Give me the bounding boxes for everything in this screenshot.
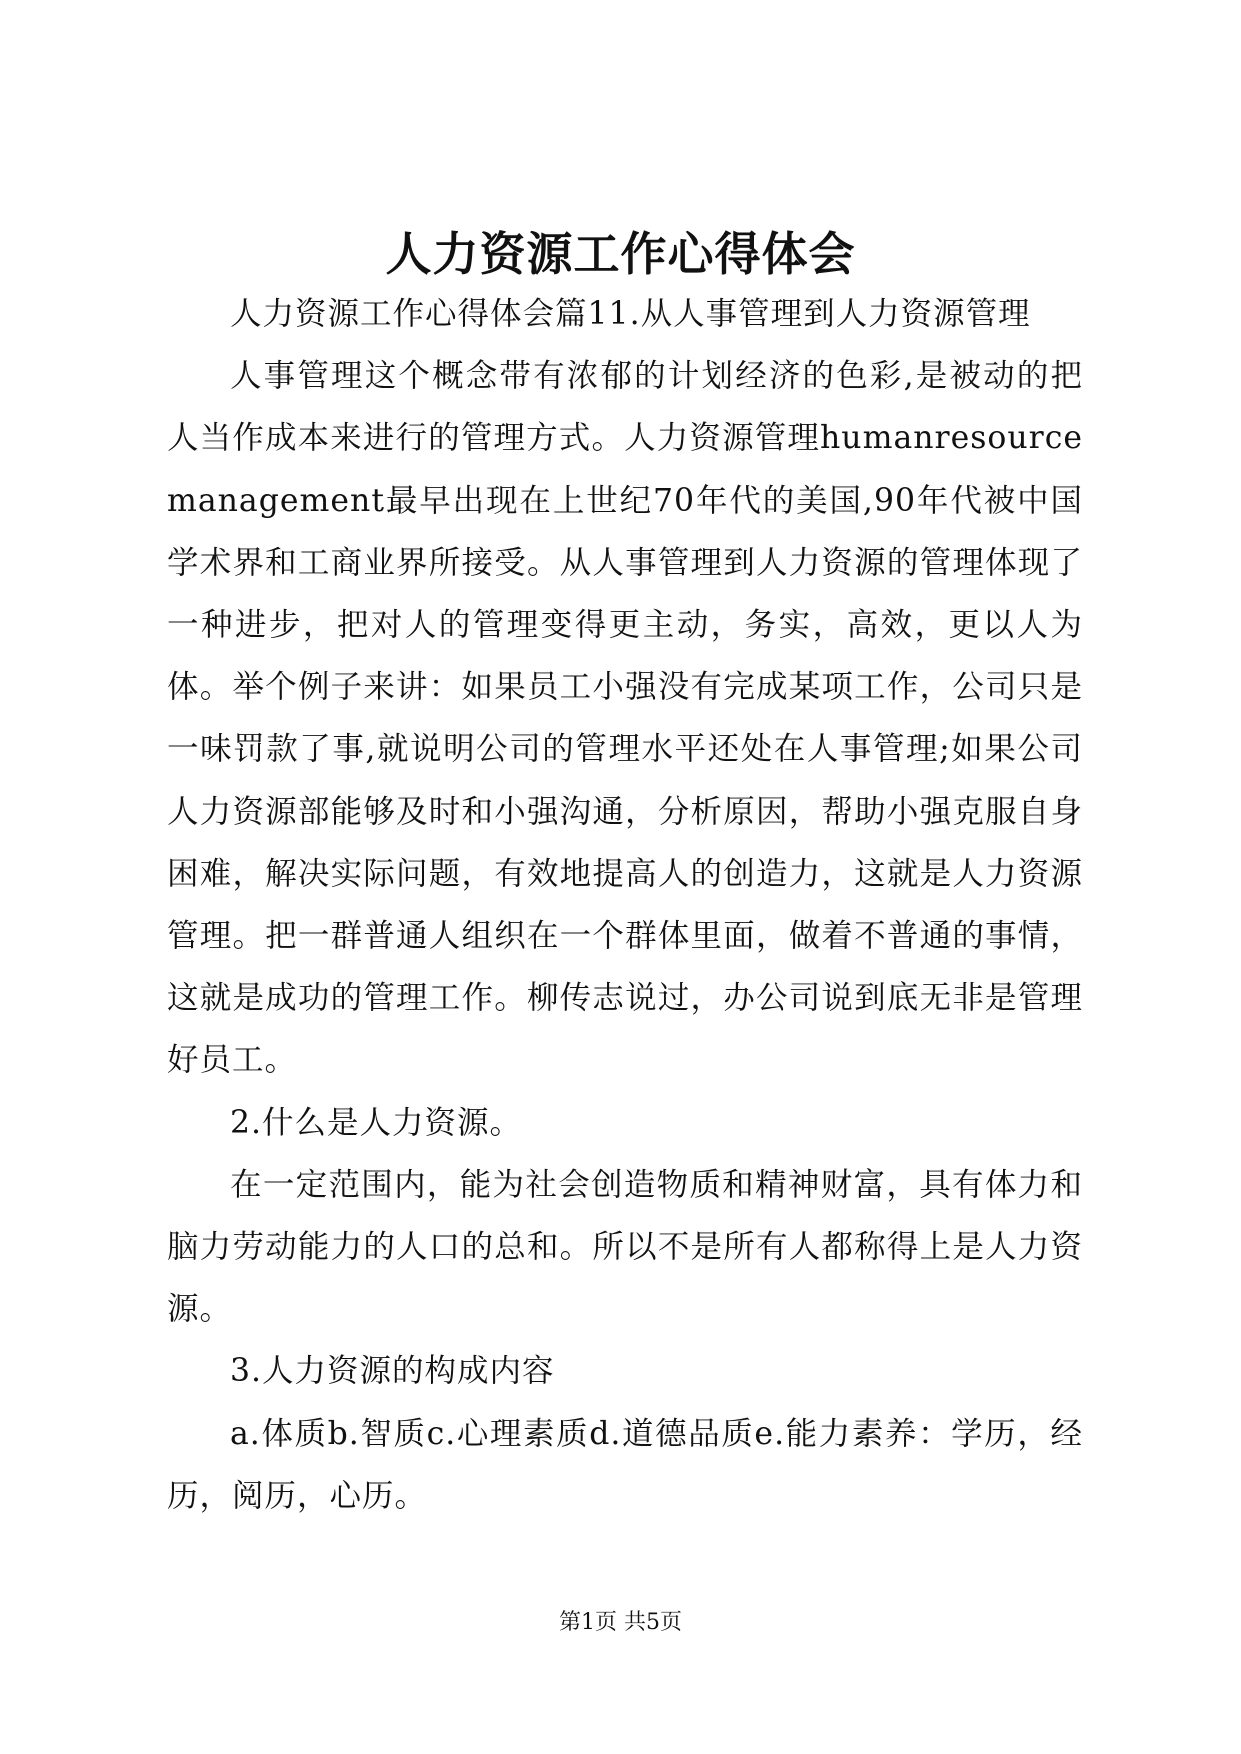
paragraph-hr-components: a.体质b.智质c.心理素质d.道德品质e.能力素养：学历，经历，阅历，心历。 bbox=[167, 1415, 1083, 1514]
paragraph-hr-definition: 在一定范围内，能为社会创造物质和精神财富，具有体力和脑力劳动能力的人口的总和。所以不是所有人都称得上是人力资源。 bbox=[167, 1166, 1083, 1328]
page-number-footer: 第1页 共5页 bbox=[559, 1610, 682, 1635]
paragraph-heading-1: 人力资源工作心得体会篇11.从人事管理到人力资源管理 bbox=[230, 296, 1031, 332]
paragraph-heading-2: 2.什么是人力资源。 bbox=[230, 1104, 523, 1141]
document-body bbox=[167, 283, 1083, 1527]
paragraph-personnel-management: 人事管理这个概念带有浓郁的计划经济的色彩,是被动的把人当作成本来进行的管理方式。人力资源管理humanresourcemanagement最早出现在上世纪70年代的美国,90年代被中国学术界和工商业界所接受。从人事管理到人力资源的管理体现了一种进步，把对人的管理变得更主动，务实，高效，更以人为体。举个例子来讲：如果员工小强没有完成某项工作，公司只是一味罚款了事,就说明公司的管理水平还处在人事管理;如果公司人力资源部能够及时和小强沟通，分析原因，帮助小强克服自身困难，解决实际问题，有效地提高人的创造力，这就是人力资源管理。把一群普通人组织在一个群体里面，做着不普通的事情，这就是成功的管理工作。柳传志说过，办公司说到底无非是管理好员工。 bbox=[167, 358, 1083, 1079]
document-title: 人力资源工作心得体会 bbox=[385, 227, 856, 281]
paragraph-heading-3: 3.人力资源的构成内容 bbox=[230, 1353, 555, 1390]
